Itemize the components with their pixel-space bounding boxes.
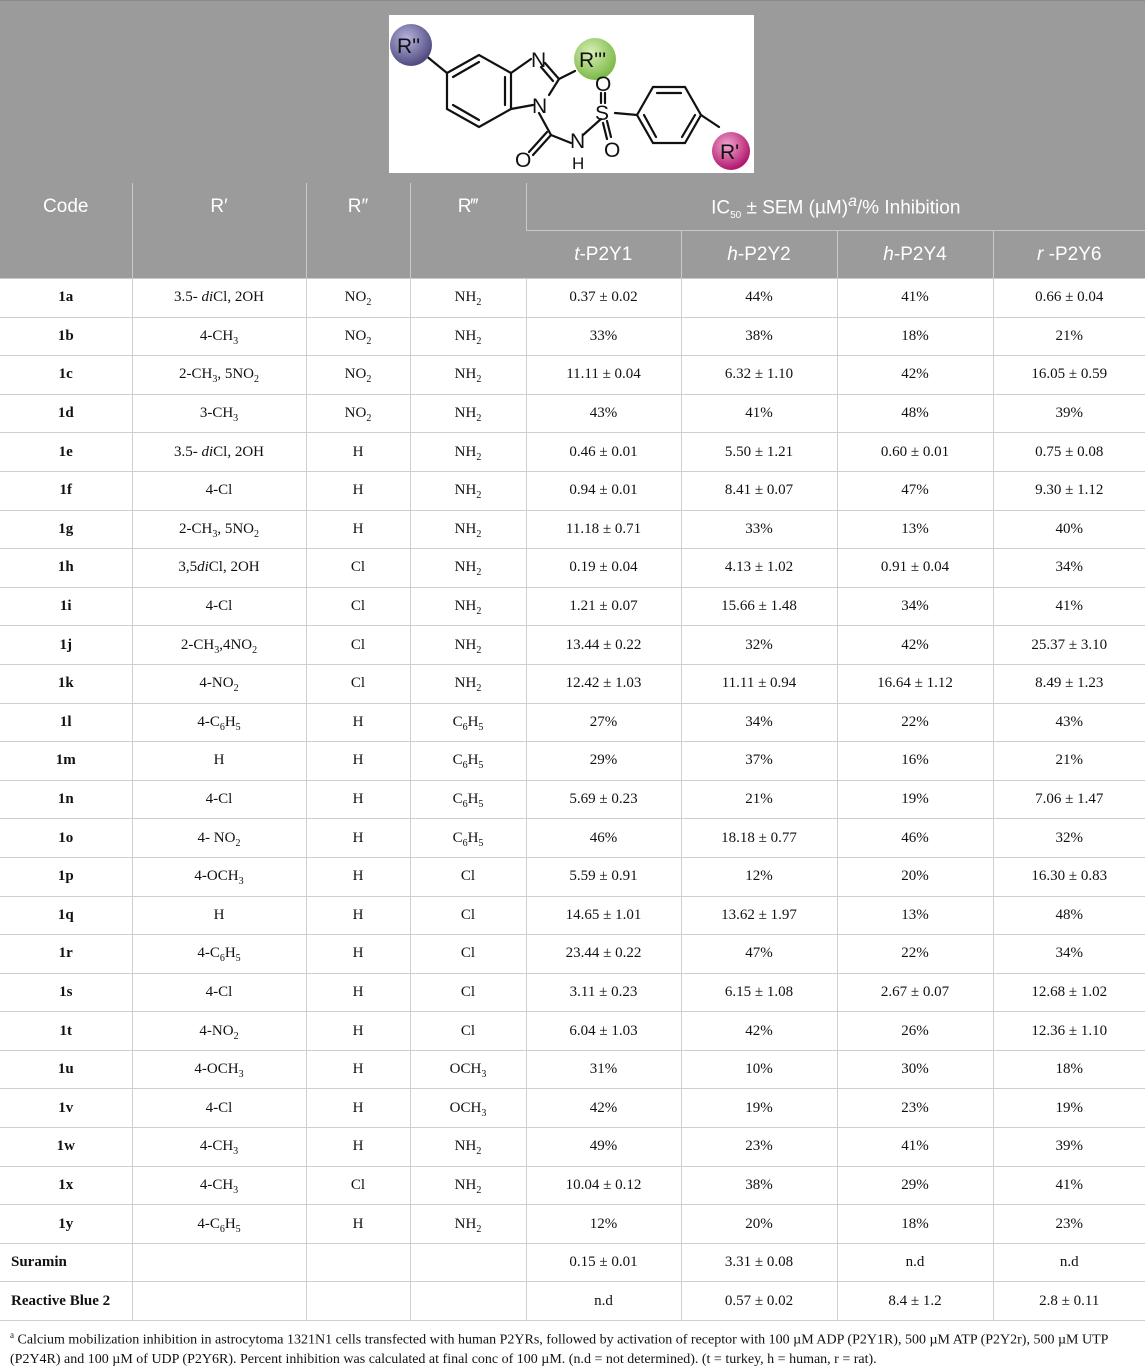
cell-p2y2: 20% (681, 1205, 837, 1244)
cell-p2y6: 43% (993, 703, 1145, 742)
cell-p2y6: 48% (993, 896, 1145, 935)
cell-p2y4: 22% (837, 703, 993, 742)
cell-p2y4: 20% (837, 857, 993, 896)
cell-r-double-prime (306, 1282, 410, 1321)
cell-p2y6: 16.05 ± 0.59 (993, 356, 1145, 395)
cell-r-triple-prime: $NH_2$ (410, 1205, 526, 1244)
cell-p2y1: 29% (526, 742, 681, 781)
cell-r-triple-prime: $C_6H_5$ (410, 780, 526, 819)
cell-r-double-prime: $NO_2$ (306, 279, 410, 318)
cell-r-double-prime (306, 1243, 410, 1282)
label-r-prime: R' (720, 141, 740, 164)
cell-code: 1l (0, 703, 132, 742)
cell-r-triple-prime: $OCH_3$ (410, 1050, 526, 1089)
cell-p2y4: 13% (837, 510, 993, 549)
cell-p2y6: 9.30 ± 1.12 (993, 471, 1145, 510)
table-row (0, 626, 1145, 665)
cell-code: 1y (0, 1205, 132, 1244)
label-n-ring: N (532, 95, 548, 118)
cell-code: 1g (0, 510, 132, 549)
cell-r-double-prime: H (306, 973, 410, 1012)
cell-r-prime: 3.5- diCl, 2OH (132, 433, 306, 472)
cell-r-triple-prime: $C_6H_5$ (410, 742, 526, 781)
header-code: Code (0, 183, 132, 279)
cell-r-prime: 4-Cl (132, 973, 306, 1012)
cell-p2y6: 34% (993, 549, 1145, 588)
cell-p2y2: 37% (681, 742, 837, 781)
cell-p2y4: 41% (837, 1128, 993, 1167)
cell-p2y2: 6.15 ± 1.08 (681, 973, 837, 1012)
cell-r-prime: $4-CH_3$ (132, 1166, 306, 1205)
footnote-marker: a (10, 1330, 14, 1341)
table-row (0, 317, 1145, 356)
cell-r-double-prime: $NO_2$ (306, 394, 410, 433)
cell-code: 1a (0, 279, 132, 318)
cell-p2y4: 46% (837, 819, 993, 858)
cell-r-double-prime: H (306, 819, 410, 858)
cell-r-prime: $3-CH_3$ (132, 394, 306, 433)
cell-code: 1c (0, 356, 132, 395)
table-row (0, 935, 1145, 974)
cell-p2y4: 23% (837, 1089, 993, 1128)
cell-r-triple-prime: $NH_2$ (410, 587, 526, 626)
cell-p2y1: 6.04 ± 1.03 (526, 1012, 681, 1051)
table-row (0, 819, 1145, 858)
table-row (0, 780, 1145, 819)
cell-p2y6: 25.37 ± 3.10 (993, 626, 1145, 665)
table-row (0, 1166, 1145, 1205)
cell-p2y6: 12.68 ± 1.02 (993, 973, 1145, 1012)
cell-p2y1: 46% (526, 819, 681, 858)
cell-r-prime: $4-C_6H_5$ (132, 703, 306, 742)
cell-p2y6: 34% (993, 935, 1145, 974)
cell-r-triple-prime: Cl (410, 857, 526, 896)
header-r-prime: R′ (132, 183, 306, 279)
cell-r-prime (132, 1243, 306, 1282)
cell-p2y6: 23% (993, 1205, 1145, 1244)
label-n-top: N (531, 49, 547, 72)
cell-r-double-prime: H (306, 896, 410, 935)
header-r-triple-prime: R‴ (410, 183, 526, 279)
cell-r-triple-prime (410, 1243, 526, 1282)
cell-r-triple-prime: Cl (410, 896, 526, 935)
cell-p2y2: 5.50 ± 1.21 (681, 433, 837, 472)
cell-p2y1: 5.69 ± 0.23 (526, 780, 681, 819)
cell-r-prime: 4- $NO_2$ (132, 819, 306, 858)
cell-code: 1s (0, 973, 132, 1012)
cell-r-double-prime: $NO_2$ (306, 317, 410, 356)
cell-p2y4: n.d (837, 1243, 993, 1282)
cell-p2y6: 21% (993, 317, 1145, 356)
cell-p2y6: 7.06 ± 1.47 (993, 780, 1145, 819)
cell-r-prime: $4-OCH_3$ (132, 857, 306, 896)
cell-r-double-prime: H (306, 1050, 410, 1089)
table-row (0, 1050, 1145, 1089)
cell-code: 1n (0, 780, 132, 819)
cell-r-triple-prime: $NH_2$ (410, 471, 526, 510)
cell-r-prime: $2-CH_3$, $5NO_2$ (132, 510, 306, 549)
cell-code: 1m (0, 742, 132, 781)
cell-code: 1e (0, 433, 132, 472)
cell-code: 1d (0, 394, 132, 433)
table-row (0, 1128, 1145, 1167)
cell-r-prime: 3,5diCl, 2OH (132, 549, 306, 588)
cell-p2y1: 0.15 ± 0.01 (526, 1243, 681, 1282)
cell-r-double-prime: H (306, 510, 410, 549)
cell-p2y2: 15.66 ± 1.48 (681, 587, 837, 626)
cell-r-prime: 4-Cl (132, 780, 306, 819)
cell-p2y1: 12% (526, 1205, 681, 1244)
cell-code: 1v (0, 1089, 132, 1128)
label-o-carbonyl: O (515, 149, 532, 172)
table-row (0, 1282, 1145, 1321)
table-row (0, 1243, 1145, 1282)
cell-p2y2: 23% (681, 1128, 837, 1167)
ic50-subscript: 50 (730, 210, 742, 222)
cell-r-double-prime: H (306, 433, 410, 472)
ic50-suffix: /% Inhibition (856, 197, 961, 219)
ic50-prefix: IC (711, 197, 731, 219)
cell-p2y2: 18.18 ± 0.77 (681, 819, 837, 858)
cell-p2y6: 19% (993, 1089, 1145, 1128)
cell-p2y2: 11.11 ± 0.94 (681, 664, 837, 703)
label-o-bottom: O (604, 139, 621, 162)
cell-p2y2: 34% (681, 703, 837, 742)
cell-r-prime: H (132, 742, 306, 781)
cell-p2y6: 41% (993, 1166, 1145, 1205)
cell-code: 1x (0, 1166, 132, 1205)
cell-p2y4: 2.67 ± 0.07 (837, 973, 993, 1012)
cell-code: 1i (0, 587, 132, 626)
cell-p2y1: 13.44 ± 0.22 (526, 626, 681, 665)
table-row (0, 433, 1145, 472)
cell-p2y1: 49% (526, 1128, 681, 1167)
cell-p2y1: 42% (526, 1089, 681, 1128)
cell-p2y2: 21% (681, 780, 837, 819)
cell-p2y2: 8.41 ± 0.07 (681, 471, 837, 510)
cell-p2y6: 12.36 ± 1.10 (993, 1012, 1145, 1051)
cell-p2y2: 38% (681, 1166, 837, 1205)
cell-p2y4: 13% (837, 896, 993, 935)
cell-r-triple-prime: $C_6H_5$ (410, 703, 526, 742)
table-row (0, 742, 1145, 781)
cell-p2y1: 5.59 ± 0.91 (526, 857, 681, 896)
cell-p2y2: 0.57 ± 0.02 (681, 1282, 837, 1321)
cell-code: 1b (0, 317, 132, 356)
cell-p2y1: 14.65 ± 1.01 (526, 896, 681, 935)
cell-code: Reactive Blue 2 (0, 1282, 132, 1321)
cell-r-prime: $4-NO_2$ (132, 1012, 306, 1051)
cell-p2y6: 18% (993, 1050, 1145, 1089)
cell-r-triple-prime: $NH_2$ (410, 279, 526, 318)
cell-p2y1: 0.37 ± 0.02 (526, 279, 681, 318)
cell-r-prime: $2-CH_3$, $5NO_2$ (132, 356, 306, 395)
label-r-double-prime: R'' (397, 35, 421, 58)
table-row (0, 857, 1145, 896)
table-row (0, 356, 1145, 395)
cell-r-prime: $4-NO_2$ (132, 664, 306, 703)
table-body (0, 279, 1145, 1321)
cell-r-double-prime: H (306, 1128, 410, 1167)
cell-r-prime: $4-OCH_3$ (132, 1050, 306, 1089)
cell-r-double-prime: H (306, 857, 410, 896)
cell-r-triple-prime: $NH_2$ (410, 664, 526, 703)
cell-r-double-prime: Cl (306, 664, 410, 703)
cell-code: 1w (0, 1128, 132, 1167)
cell-r-triple-prime: Cl (410, 1012, 526, 1051)
cell-p2y6: 0.75 ± 0.08 (993, 433, 1145, 472)
cell-p2y2: 42% (681, 1012, 837, 1051)
p2y-inhibition-table (0, 183, 1145, 1321)
cell-r-double-prime: H (306, 742, 410, 781)
cell-code: 1k (0, 664, 132, 703)
label-n-amide: N (570, 130, 586, 153)
cell-p2y6: 21% (993, 742, 1145, 781)
table-row (0, 587, 1145, 626)
table-row (0, 896, 1145, 935)
header-p2y4: h-P2Y4 (837, 231, 993, 279)
cell-r-triple-prime: $OCH_3$ (410, 1089, 526, 1128)
cell-p2y2: 3.31 ± 0.08 (681, 1243, 837, 1282)
cell-p2y2: 4.13 ± 1.02 (681, 549, 837, 588)
cell-code: 1q (0, 896, 132, 935)
cell-p2y2: 12% (681, 857, 837, 896)
cell-r-prime: $4-CH_3$ (132, 1128, 306, 1167)
cell-p2y4: 0.60 ± 0.01 (837, 433, 993, 472)
cell-code: 1p (0, 857, 132, 896)
cell-r-prime: $4-C_6H_5$ (132, 935, 306, 974)
cell-p2y2: 32% (681, 626, 837, 665)
cell-p2y6: 2.8 ± 0.11 (993, 1282, 1145, 1321)
cell-p2y4: 16% (837, 742, 993, 781)
cell-p2y4: 30% (837, 1050, 993, 1089)
cell-r-triple-prime: $NH_2$ (410, 1128, 526, 1167)
cell-code: 1f (0, 471, 132, 510)
label-o-top: O (595, 73, 612, 96)
cell-p2y4: 18% (837, 1205, 993, 1244)
benzimidazole-sulfonylurea-structure (389, 15, 754, 173)
cell-p2y1: 1.21 ± 0.07 (526, 587, 681, 626)
cell-r-prime: 3.5- diCl, 2OH (132, 279, 306, 318)
cell-r-triple-prime: Cl (410, 935, 526, 974)
table-row (0, 1089, 1145, 1128)
table-row (0, 1012, 1145, 1051)
cell-p2y6: 8.49 ± 1.23 (993, 664, 1145, 703)
cell-p2y4: 47% (837, 471, 993, 510)
cell-p2y4: 42% (837, 626, 993, 665)
header-ic50 (526, 183, 1145, 231)
cell-p2y6: 0.66 ± 0.04 (993, 279, 1145, 318)
table-row (0, 471, 1145, 510)
cell-p2y1: 27% (526, 703, 681, 742)
cell-p2y4: 29% (837, 1166, 993, 1205)
cell-code: 1h (0, 549, 132, 588)
header-p2y6: r -P2Y6 (993, 231, 1145, 279)
header-p2y1: t-P2Y1 (526, 231, 681, 279)
cell-r-double-prime: Cl (306, 549, 410, 588)
cell-r-double-prime: H (306, 1089, 410, 1128)
cell-p2y2: 33% (681, 510, 837, 549)
cell-p2y6: 39% (993, 394, 1145, 433)
cell-p2y6: 39% (993, 1128, 1145, 1167)
cell-p2y1: 33% (526, 317, 681, 356)
table-row (0, 549, 1145, 588)
cell-p2y1: 0.94 ± 0.01 (526, 471, 681, 510)
ic50-mid: ± SEM (µM) (741, 197, 849, 219)
table-row (0, 703, 1145, 742)
cell-r-double-prime: H (306, 1012, 410, 1051)
table-row (0, 394, 1145, 433)
cell-p2y2: 10% (681, 1050, 837, 1089)
cell-r-prime: 4-Cl (132, 471, 306, 510)
cell-p2y4: 8.4 ± 1.2 (837, 1282, 993, 1321)
cell-r-triple-prime: $NH_2$ (410, 626, 526, 665)
cell-r-prime: 4-Cl (132, 1089, 306, 1128)
cell-p2y1: n.d (526, 1282, 681, 1321)
footnote-text: Calcium mobilization inhibition in astrocytoma 1321N1 cells transfected with human P2YRs, followed by activation of receptor with 100 µM ADP (P2Y1R), 500 µM ATP (P2Y2r), 500 µM UTP (P2Y4R) and 100 µM of UDP (P2Y6R). Percent inhibition was calculated at final conc of 100 µM. (n.d = not determined). (t = turkey, h = human, r = rat). (10, 1332, 1108, 1367)
table-row (0, 664, 1145, 703)
cell-code: 1u (0, 1050, 132, 1089)
cell-r-triple-prime: $NH_2$ (410, 394, 526, 433)
cell-p2y2: 41% (681, 394, 837, 433)
cell-r-prime: $4-C_6H_5$ (132, 1205, 306, 1244)
cell-p2y1: 43% (526, 394, 681, 433)
cell-p2y2: 13.62 ± 1.97 (681, 896, 837, 935)
table-footnote (0, 1321, 1145, 1369)
cell-r-double-prime: Cl (306, 587, 410, 626)
cell-p2y6: n.d (993, 1243, 1145, 1282)
cell-r-triple-prime: $C_6H_5$ (410, 819, 526, 858)
table-row (0, 973, 1145, 1012)
cell-p2y6: 41% (993, 587, 1145, 626)
cell-p2y1: 11.18 ± 0.71 (526, 510, 681, 549)
cell-p2y1: 31% (526, 1050, 681, 1089)
cell-p2y1: 11.11 ± 0.04 (526, 356, 681, 395)
chemical-structure-image (389, 15, 754, 173)
cell-code: 1j (0, 626, 132, 665)
cell-r-prime: H (132, 896, 306, 935)
cell-r-prime (132, 1282, 306, 1321)
cell-r-double-prime: H (306, 471, 410, 510)
table-header (0, 183, 1145, 279)
cell-r-triple-prime: $NH_2$ (410, 356, 526, 395)
cell-code: 1r (0, 935, 132, 974)
cell-r-triple-prime (410, 1282, 526, 1321)
table-row (0, 510, 1145, 549)
cell-p2y6: 32% (993, 819, 1145, 858)
cell-p2y2: 6.32 ± 1.10 (681, 356, 837, 395)
cell-r-triple-prime: $NH_2$ (410, 317, 526, 356)
label-s: S (595, 102, 610, 125)
cell-p2y4: 42% (837, 356, 993, 395)
cell-p2y1: 0.19 ± 0.04 (526, 549, 681, 588)
cell-p2y4: 22% (837, 935, 993, 974)
cell-r-double-prime: H (306, 780, 410, 819)
cell-r-prime: 4-Cl (132, 587, 306, 626)
cell-r-prime: $4-CH_3$ (132, 317, 306, 356)
cell-r-triple-prime: Cl (410, 973, 526, 1012)
cell-r-double-prime: $NO_2$ (306, 356, 410, 395)
cell-p2y4: 18% (837, 317, 993, 356)
cell-r-prime: $2-CH_3,4NO_2$ (132, 626, 306, 665)
cell-p2y4: 48% (837, 394, 993, 433)
cell-p2y2: 44% (681, 279, 837, 318)
cell-p2y2: 47% (681, 935, 837, 974)
cell-p2y1: 23.44 ± 0.22 (526, 935, 681, 974)
cell-r-triple-prime: $NH_2$ (410, 433, 526, 472)
cell-p2y6: 40% (993, 510, 1145, 549)
cell-p2y1: 3.11 ± 0.23 (526, 973, 681, 1012)
cell-r-double-prime: H (306, 703, 410, 742)
label-r-triple-prime: R''' (579, 49, 607, 72)
cell-p2y4: 0.91 ± 0.04 (837, 549, 993, 588)
cell-r-double-prime: Cl (306, 1166, 410, 1205)
cell-r-double-prime: H (306, 935, 410, 974)
cell-r-triple-prime: $NH_2$ (410, 1166, 526, 1205)
cell-p2y2: 19% (681, 1089, 837, 1128)
cell-p2y1: 12.42 ± 1.03 (526, 664, 681, 703)
label-h: H (572, 154, 585, 173)
cell-p2y4: 26% (837, 1012, 993, 1051)
cell-r-triple-prime: $NH_2$ (410, 549, 526, 588)
cell-p2y4: 34% (837, 587, 993, 626)
cell-code: 1o (0, 819, 132, 858)
cell-p2y4: 16.64 ± 1.12 (837, 664, 993, 703)
cell-p2y4: 41% (837, 279, 993, 318)
cell-p2y1: 0.46 ± 0.01 (526, 433, 681, 472)
cell-p2y4: 19% (837, 780, 993, 819)
cell-p2y2: 38% (681, 317, 837, 356)
table-row (0, 1205, 1145, 1244)
ic50-footnote-marker: a (848, 193, 857, 211)
cell-r-triple-prime: $NH_2$ (410, 510, 526, 549)
cell-code: 1t (0, 1012, 132, 1051)
structure-header-band (0, 0, 1145, 183)
header-p2y2: h-P2Y2 (681, 231, 837, 279)
table-row (0, 279, 1145, 318)
cell-code: Suramin (0, 1243, 132, 1282)
cell-p2y6: 16.30 ± 0.83 (993, 857, 1145, 896)
header-r-double-prime: R″ (306, 183, 410, 279)
cell-r-double-prime: Cl (306, 626, 410, 665)
cell-p2y1: 10.04 ± 0.12 (526, 1166, 681, 1205)
cell-r-double-prime: H (306, 1205, 410, 1244)
